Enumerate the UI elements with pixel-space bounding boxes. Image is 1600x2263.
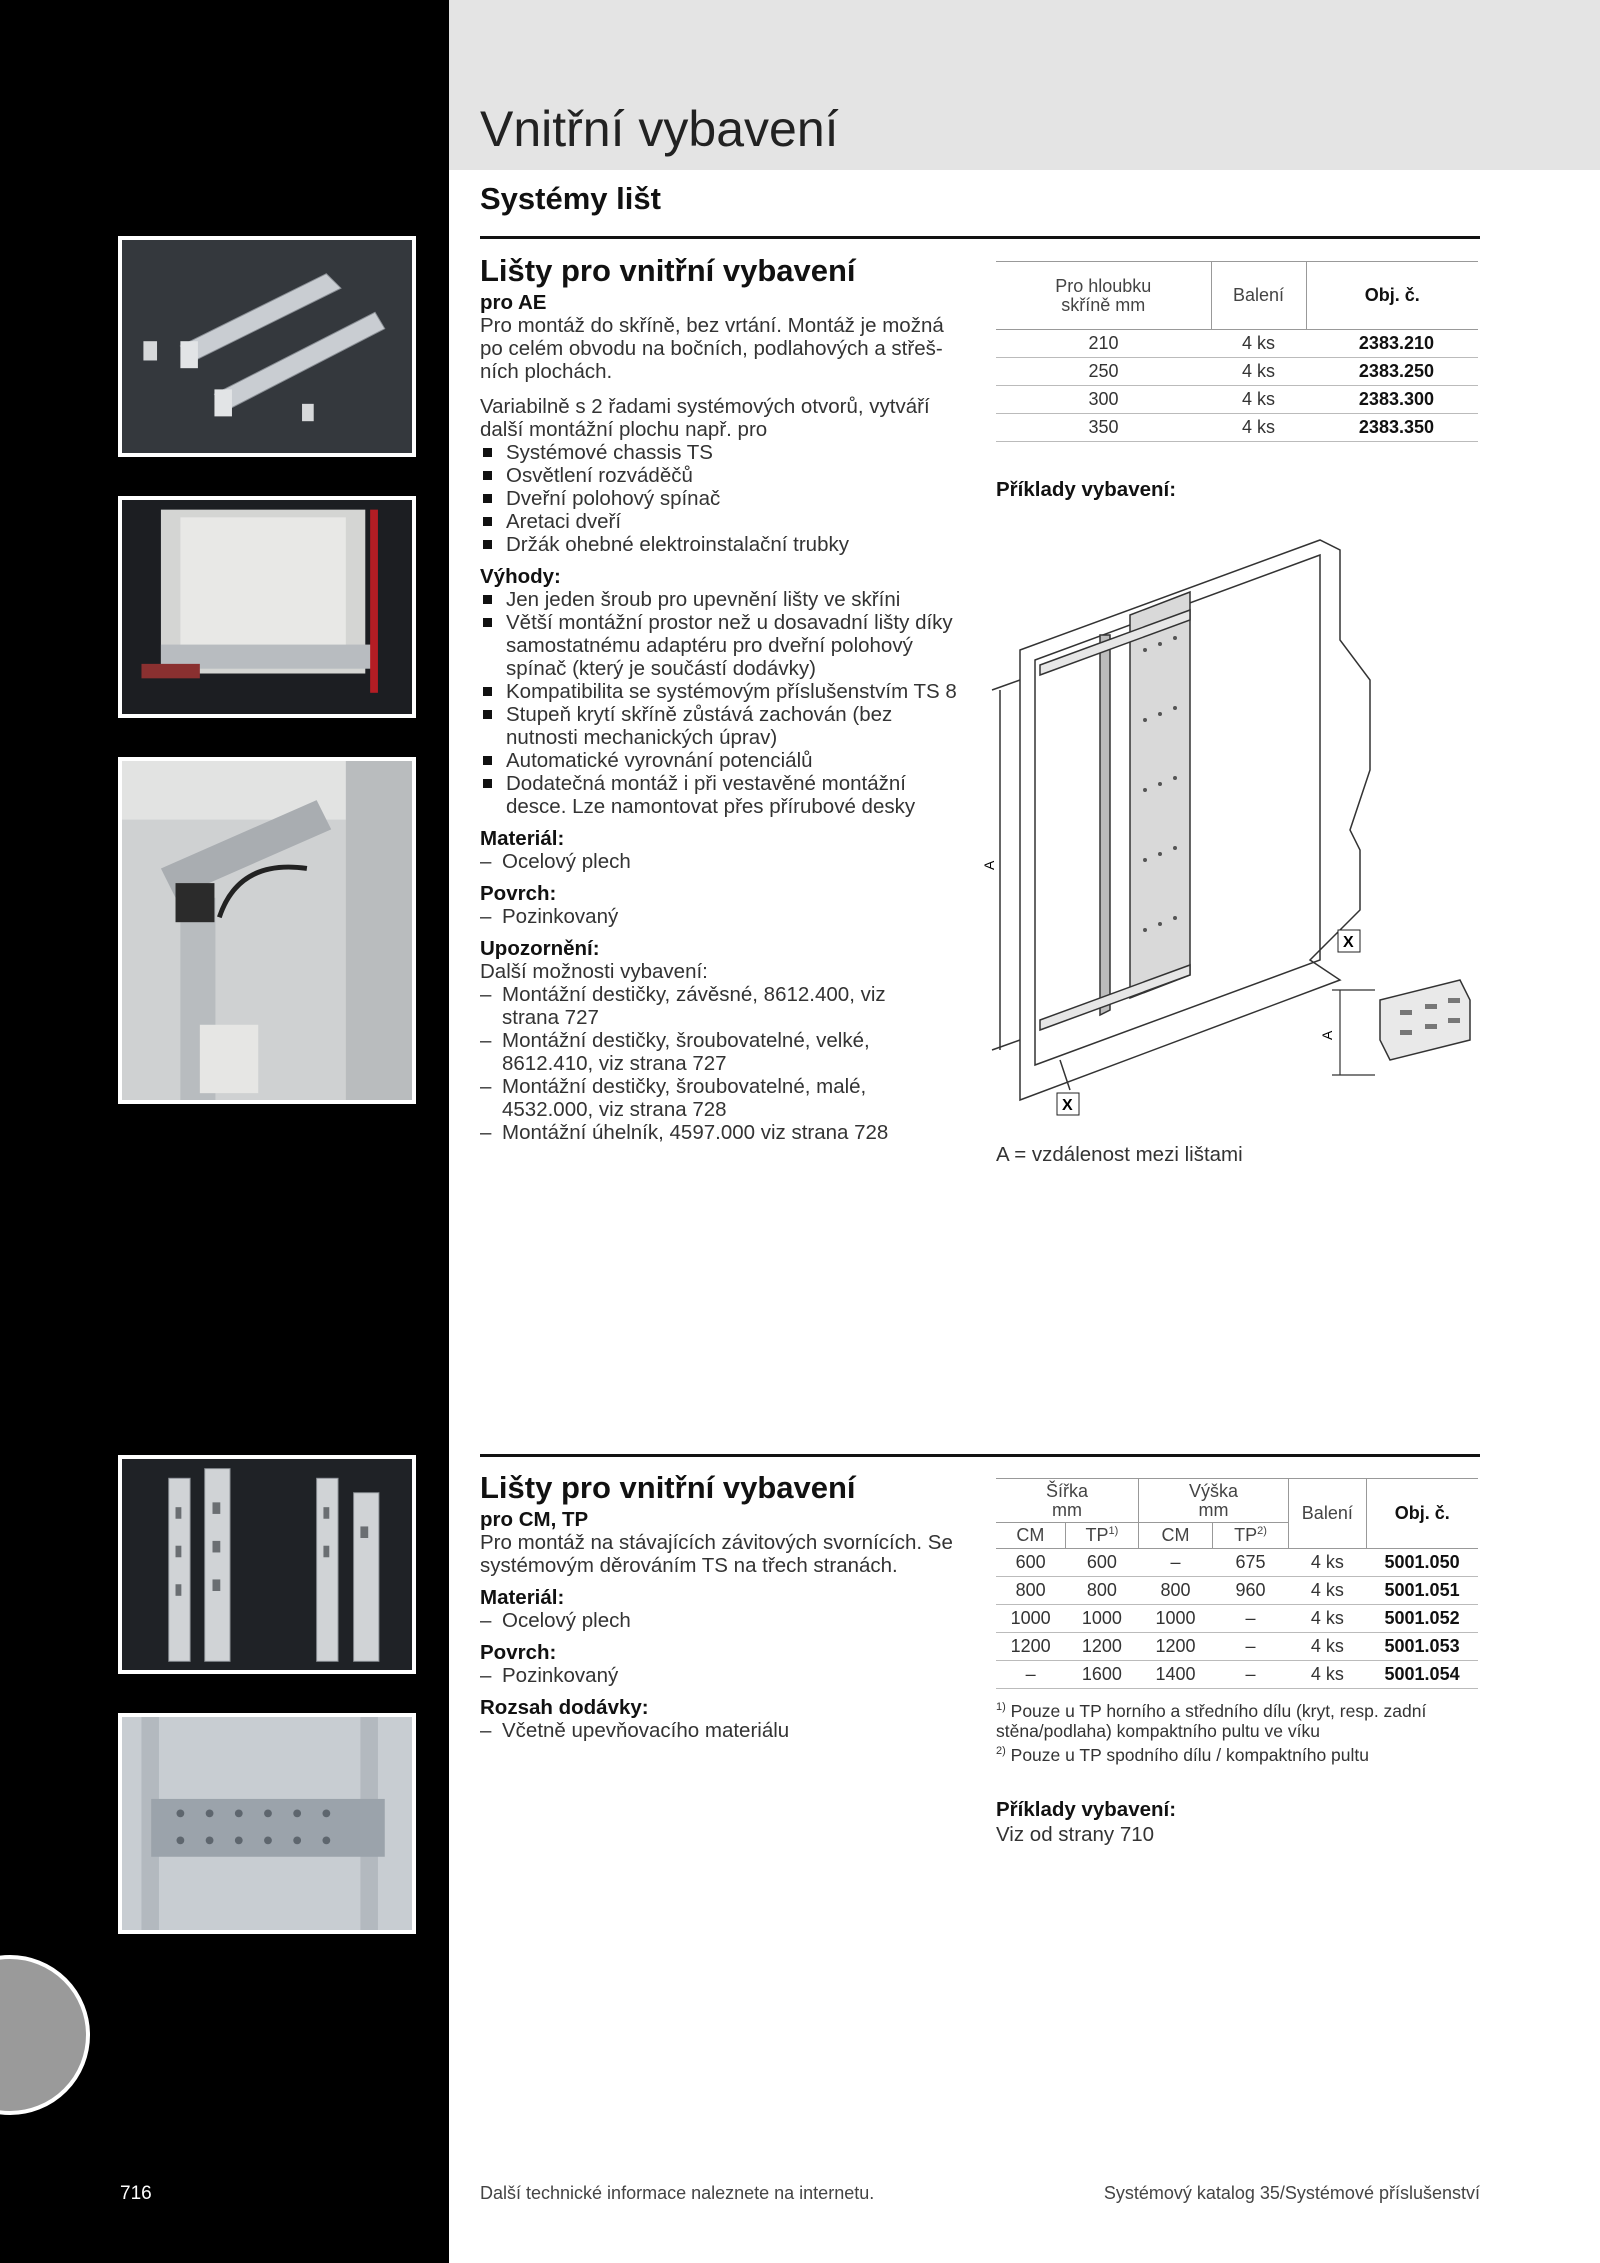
material-label: Materiál: [480,827,565,850]
table-row: 1000 1000 1000 – 4 ks 5001.052 [996,1605,1478,1633]
col-header-pack: Balení [1211,262,1306,330]
footnote-1: $^{1)}$ Pouze u TP horního a středního dílu (kryt, resp. zadní stěna/podlaha) kompaktního pultu ve víku [996,1700,1427,1741]
table-row: 250 4 ks 2383.250 [996,358,1478,386]
photo-rails-product [118,236,416,457]
list-item: – Montážní destičky, šroubovatelné, malé, 4532.000, viz strana 728 [480,1075,910,1121]
page-number: 716 [120,2183,152,2204]
col-header-height: Výška mm [1139,1479,1289,1523]
footer-right-text: Systémový katalog 35/Systémové příslušenství [1103,2183,1480,2203]
table-row: 300 4 ks 2383.300 [996,386,1478,414]
list-item: Aretaci dveří [480,510,965,533]
table-row: 1200 1200 1200 – 4 ks 5001.053 [996,1633,1478,1661]
surface-value: – Pozinkovaný [480,905,965,928]
product1-intro: Pro montáž do skříně, bez vrtání. Montáž je možná po celém obvodu na bočních, podlahových a střešních plochách. [480,314,944,383]
product1-variable: Variabilně s 2 řadami systémových otvorů, vytváří další montážní plochu např. pro [480,395,930,441]
product2-intro: Pro montáž na stávajících závitových svornících. Se systémovým děrováním TS na třech stranách. [480,1531,953,1577]
scope-value: – Včetně upevňovacího materiálu [480,1719,965,1742]
material-label: Materiál: [480,1586,565,1609]
list-item: Dodatečná montáž i při vestavěné montážní desce. Lze namontovat přes přírubové desky [480,772,965,818]
dimension-a-label-detail: A [1319,1030,1335,1040]
dimension-a-label: A [981,860,997,870]
product2-description [480,1470,965,1742]
list-item: – Montážní destičky, šroubovatelné, velké, 8612.410, viz strana 727 [480,1029,910,1075]
mounting-diagram [980,520,1480,1140]
photo-enclosure-door [118,496,416,718]
list-item: Systémové chassis TS [480,441,965,464]
product1-title: Lišty pro vnitřní vybavení [480,253,856,288]
col-header-depth: Pro hloubku skříně mm [1055,275,1152,315]
table-row: 600 600 – 675 4 ks 5001.050 [996,1549,1478,1577]
product1-subtitle: pro AE [480,291,547,314]
product1-advantages-list [480,588,965,818]
col-header-width: Šířka mm [996,1479,1139,1523]
list-item: Větší montážní prostor než u dosavadní lišty díky samostatnému adaptéru pro dveřní polohový spínač (který je součástí dodávky) [480,611,965,680]
detail-x-label: X [1343,934,1354,951]
table-row: 350 4 ks 2383.350 [996,414,1478,442]
product1-uses-list [480,441,965,556]
list-item: Kompatibilita se systémovým příslušenstvím TS 8 [480,680,965,703]
surface-label: Povrch: [480,1641,557,1664]
list-item: Dveřní polohový spínač [480,487,965,510]
subheader-height-cm: CM [1139,1523,1213,1549]
product2-subtitle: pro CM, TP [480,1508,589,1531]
section-rule-2 [480,1454,1480,1457]
col-header-order: Obj. č. [1306,262,1478,330]
photo-cm-rails [118,1455,416,1674]
photo-installed-rail [118,757,416,1104]
product1-notes-list [480,983,965,1144]
list-item: Držák ohebné elektroinstalační trubky [480,533,965,556]
surface-value: – Pozinkovaný [480,1664,965,1687]
detail-x-label-main: X [1062,1097,1073,1114]
section-title: Systémy lišt [480,181,661,216]
product2-examples-label: Příklady vybavení: [996,1798,1177,1821]
footer-left-text: Další technické informace naleznete na internetu. [480,2183,875,2203]
list-item: Jen jeden šroub pro upevnění lišty ve skříni [480,588,965,611]
table-row: 210 4 ks 2383.210 [996,330,1478,358]
scope-label: Rozsah dodávky: [480,1696,649,1719]
product2-order-table [996,1478,1478,1689]
list-item: Automatické vyrovnání potenciálů [480,749,965,772]
product1-description [480,253,965,1144]
col-header-order: Obj. č. [1366,1479,1478,1549]
subheader-height-tp: TP$^{2)}$ [1213,1523,1289,1549]
list-item: – Montážní úhelník, 4597.000 viz strana 728 [480,1121,965,1144]
product2-examples-text: Viz od strany 710 [996,1823,1155,1846]
product2-title: Lišty pro vnitřní vybavení [480,1470,856,1505]
surface-label: Povrch: [480,882,557,905]
subheader-width-tp: TP$^{1)}$ [1065,1523,1138,1549]
material-value: – Ocelový plech [480,1609,965,1632]
diagram-caption: A = vzdálenost mezi lištami [996,1143,1243,1166]
subheader-width-cm: CM [996,1523,1065,1549]
photo-cm-rails-installed [118,1713,416,1934]
note-label: Upozornění: [480,937,600,960]
list-item: Osvětlení rozváděčů [480,464,965,487]
material-value: – Ocelový plech [480,850,965,873]
page-title: Vnitřní vybavení [480,101,839,157]
list-item: Stupeň krytí skříně zůstává zachován (bez nutnosti mechanických úprav) [480,703,965,749]
note-intro: Další možnosti vybavení: [480,960,708,983]
section-rule [480,236,1480,239]
table-row: 800 800 800 960 4 ks 5001.051 [996,1577,1478,1605]
table-row: – 1600 1400 – 4 ks 5001.054 [996,1661,1478,1689]
product2-footnotes [996,1697,1476,1765]
footnote-2: $^{2)}$ Pouze u TP spodního dílu / kompaktního pultu [996,1744,1370,1765]
advantages-label: Výhody: [480,565,561,588]
list-item: – Montážní destičky, závěsné, 8612.400, viz strana 727 [480,983,910,1029]
product1-order-table [996,261,1478,442]
product1-examples-label: Příklady vybavení: [996,478,1177,501]
col-header-pack: Balení [1289,1479,1367,1549]
